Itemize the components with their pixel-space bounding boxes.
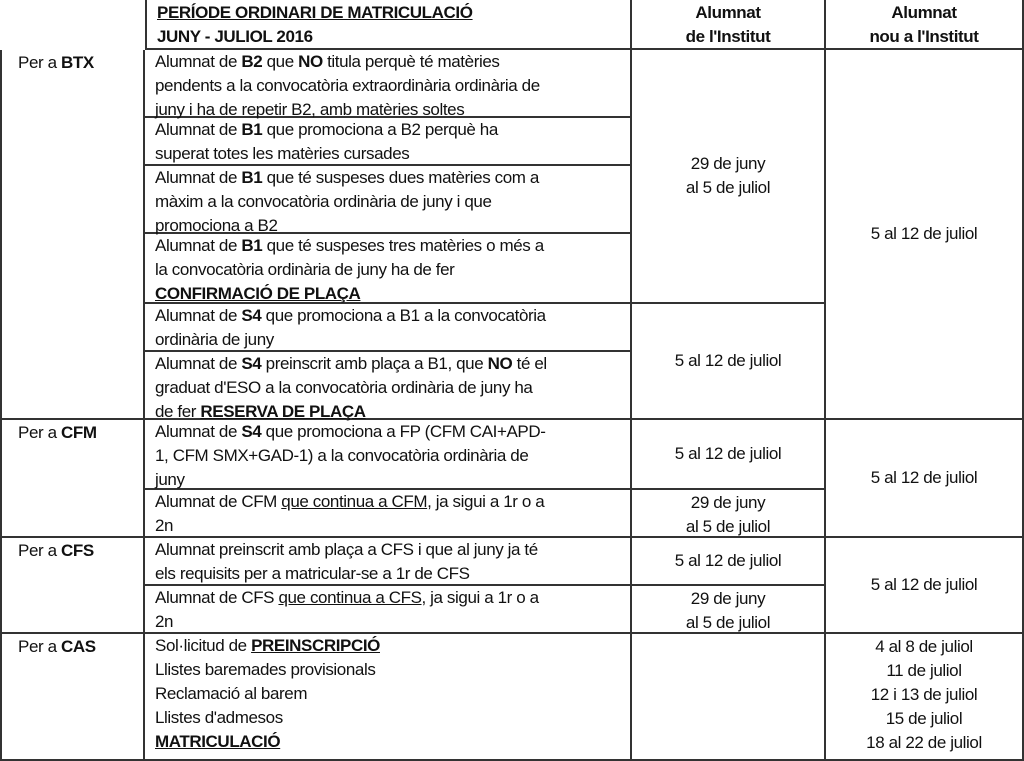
text-segment: Alumnat de	[155, 422, 242, 441]
criteria-line	[155, 258, 544, 282]
section-label-cell-cfm	[0, 420, 145, 538]
criteria-cell	[145, 50, 632, 118]
text-segment: que continua a CFM	[281, 492, 428, 511]
text-segment: BTX	[60, 53, 94, 72]
section-label-cas	[18, 635, 96, 659]
section-label-cfm	[18, 421, 97, 445]
institut-date: 5 al 12 de juliol	[674, 351, 782, 370]
text-segment: Llistes baremades provisionals	[155, 660, 376, 679]
text-segment: juny	[155, 470, 185, 489]
header-title: PERÍODE ORDINARI DE MATRICULACIÓ	[157, 3, 473, 22]
cas-nou-text	[826, 635, 1022, 755]
text-segment: B1	[241, 168, 263, 187]
nou-date: 5 al 12 de juliol	[870, 468, 978, 487]
criteria-cell	[145, 538, 632, 586]
text-segment: CFM	[60, 423, 97, 442]
text-segment: Per a	[18, 541, 61, 560]
criteria-line	[155, 304, 546, 328]
text-segment: Alumnat de CFM	[155, 492, 282, 511]
cas-nou-date: 18 al 22 de juliol	[866, 733, 982, 752]
section-label-cell-cas	[0, 634, 145, 761]
text-segment: S4	[241, 422, 262, 441]
institut-text	[632, 587, 824, 635]
criteria-text	[155, 118, 498, 166]
header-nou-cell	[826, 0, 1024, 50]
criteria-cell	[145, 634, 632, 761]
text-segment: pendents a la convocatòria extraordinària ordinària de	[155, 76, 540, 95]
criteria-line	[155, 634, 380, 658]
text-segment: CONFIRMACIÓ DE PLAÇA	[155, 284, 361, 303]
header-nou-line2: nou a l'Institut	[869, 27, 979, 46]
header-institut-line1: Alumnat	[695, 3, 761, 22]
text-segment: els requisits per a matricular-se a 1r de CFS	[155, 564, 470, 583]
nou-date-cell	[826, 50, 1024, 420]
text-segment: que té suspeses tres matèries o més a	[262, 236, 544, 255]
text-segment: NO	[298, 52, 323, 71]
institut-date-cell	[632, 420, 826, 490]
institut-date-cell	[632, 50, 826, 304]
institut-date: 29 de juny	[690, 154, 766, 173]
criteria-line	[155, 538, 538, 562]
text-segment: Alumnat de	[155, 236, 242, 255]
text-segment: juny i ha de repetir B2, amb matèries soltes	[155, 100, 465, 119]
section-label-text	[18, 421, 97, 445]
institut-date-cell	[632, 490, 826, 538]
criteria-text	[155, 586, 539, 634]
text-segment: que promociona a B2 perquè ha	[262, 120, 498, 139]
criteria-text	[155, 166, 539, 238]
text-segment: té el	[512, 354, 547, 373]
criteria-text	[155, 634, 380, 754]
text-segment: Alumnat preinscrit amb plaça a CFS i que al juny ja té	[155, 540, 538, 559]
text-segment: Per a	[18, 423, 61, 442]
criteria-line	[155, 166, 539, 190]
section-label-text	[18, 635, 96, 659]
text-segment: 1, CFM SMX+GAD-1) a la convocatòria ordinària de	[155, 446, 529, 465]
criteria-cell	[145, 166, 632, 234]
criteria-line	[155, 190, 539, 214]
text-segment: Per a	[18, 637, 61, 656]
text-segment: preinscrit amb plaça a B1, que	[261, 354, 488, 373]
section-label-text	[18, 51, 94, 75]
institut-text	[632, 349, 824, 373]
institut-date: 29 de juny	[690, 589, 766, 608]
criteria-cell	[145, 118, 632, 166]
text-segment: que té suspeses dues matèries com a	[262, 168, 539, 187]
criteria-line	[155, 74, 540, 98]
text-segment: que promociona a FP (CFM CAI+APD-	[261, 422, 546, 441]
text-segment: que continua a CFS	[278, 588, 422, 607]
text-segment: 2n	[155, 516, 174, 535]
nou-date-cell	[826, 634, 1024, 761]
text-segment: Per a	[18, 53, 61, 72]
institut-date-cell	[632, 634, 826, 761]
text-segment: CAS	[60, 637, 96, 656]
text-segment: màxim a la convocatòria ordinària de juny i que	[155, 192, 492, 211]
text-segment: Alumnat de CFS	[155, 588, 279, 607]
cas-nou-date: 12 i 13 de juliol	[870, 685, 978, 704]
criteria-line	[155, 706, 380, 730]
nou-date: 5 al 12 de juliol	[870, 224, 978, 243]
section-label-btx	[18, 51, 94, 75]
institut-date: 5 al 12 de juliol	[674, 444, 782, 463]
cas-nou-date: 11 de juliol	[886, 661, 962, 680]
criteria-cell	[145, 234, 632, 304]
text-segment: S4	[241, 354, 262, 373]
section-label-cell-cfs	[0, 538, 145, 634]
criteria-text	[155, 352, 547, 424]
criteria-text	[155, 538, 538, 586]
text-segment: , ja sigui a 1r o a	[421, 588, 539, 607]
institut-date-cell	[632, 538, 826, 586]
institut-date: 5 al 12 de juliol	[674, 551, 782, 570]
section-label-cfs	[18, 539, 94, 563]
header-nou-line1: Alumnat	[891, 3, 957, 22]
header-title-cell	[145, 0, 632, 50]
institut-text	[632, 491, 824, 539]
criteria-text	[155, 304, 546, 352]
header-institut-line2: de l'Institut	[685, 27, 771, 46]
text-segment: S4	[241, 306, 262, 325]
nou-text	[826, 573, 1022, 597]
institut-date-cell	[632, 304, 826, 420]
text-segment: PREINSCRIPCIÓ	[251, 636, 380, 655]
criteria-line	[155, 586, 539, 610]
text-segment: ordinària de juny	[155, 330, 274, 349]
criteria-line	[155, 142, 498, 166]
criteria-line	[155, 50, 540, 74]
text-segment: Reclamació al barem	[155, 684, 308, 703]
text-segment: de fer	[155, 402, 201, 421]
nou-date: 5 al 12 de juliol	[870, 575, 978, 594]
text-segment: B2	[241, 52, 263, 71]
criteria-line	[155, 468, 546, 492]
text-segment: NO	[487, 354, 513, 373]
criteria-text	[155, 490, 544, 538]
text-segment: Alumnat de	[155, 306, 242, 325]
text-segment: , ja sigui a 1r o a	[427, 492, 545, 511]
criteria-line	[155, 376, 547, 400]
criteria-cell	[145, 420, 632, 490]
text-segment: B1	[241, 120, 263, 139]
text-segment: Alumnat de	[155, 120, 242, 139]
text-segment: que	[262, 52, 299, 71]
institut-text	[632, 549, 824, 573]
criteria-cell	[145, 352, 632, 420]
institut-date-cell	[632, 586, 826, 634]
text-segment: promociona a B2	[155, 216, 278, 235]
criteria-line	[155, 420, 546, 444]
criteria-text	[155, 50, 540, 122]
text-segment: superat totes les matèries cursades	[155, 144, 410, 163]
header-subtitle: JUNY - JULIOL 2016	[157, 27, 313, 46]
text-segment: la convocatòria ordinària de juny ha de fer	[155, 260, 455, 279]
nou-date-cell	[826, 538, 1024, 634]
text-segment: Alumnat de	[155, 168, 242, 187]
criteria-text	[155, 234, 544, 306]
criteria-line	[155, 658, 380, 682]
institut-text	[632, 442, 824, 466]
criteria-text	[155, 420, 546, 492]
cas-nou-date: 4 al 8 de juliol	[875, 637, 973, 656]
criteria-line	[155, 730, 380, 754]
criteria-line	[155, 562, 538, 586]
institut-date: al 5 de juliol	[685, 517, 771, 536]
criteria-cell	[145, 304, 632, 352]
institut-date: al 5 de juliol	[685, 613, 771, 632]
criteria-line	[155, 352, 547, 376]
text-segment: RESERVA DE PLAÇA	[200, 402, 366, 421]
criteria-line	[155, 282, 544, 306]
criteria-line	[155, 118, 498, 142]
nou-date-cell	[826, 420, 1024, 538]
header-institut-cell	[632, 0, 826, 50]
criteria-cell	[145, 490, 632, 538]
criteria-line	[155, 444, 546, 468]
cas-nou-date: 15 de juliol	[885, 709, 963, 728]
criteria-cell	[145, 586, 632, 634]
text-segment: B1	[241, 236, 263, 255]
section-label-text	[18, 539, 94, 563]
text-segment: graduat d'ESO a la convocatòria ordinària de juny ha	[155, 378, 533, 397]
text-segment: Llistes d'admesos	[155, 708, 283, 727]
criteria-line	[155, 610, 539, 634]
text-segment: Alumnat de	[155, 52, 242, 71]
criteria-line	[155, 234, 544, 258]
criteria-line	[155, 490, 544, 514]
criteria-line	[155, 682, 380, 706]
text-segment: 2n	[155, 612, 174, 631]
nou-text	[826, 222, 1022, 246]
criteria-line	[155, 514, 544, 538]
institut-text	[632, 152, 824, 200]
criteria-line	[155, 328, 546, 352]
institut-date: 29 de juny	[690, 493, 766, 512]
institut-date: al 5 de juliol	[685, 178, 771, 197]
section-label-cell-btx	[0, 50, 145, 420]
text-segment: Alumnat de	[155, 354, 242, 373]
text-segment: Sol·licitud de	[155, 636, 252, 655]
table-left-border	[0, 50, 2, 761]
nou-text	[826, 466, 1022, 490]
text-segment: CFS	[60, 541, 94, 560]
text-segment: titula perquè té matèries	[322, 52, 500, 71]
text-segment: MATRICULACIÓ	[155, 732, 281, 751]
text-segment: que promociona a B1 a la convocatòria	[261, 306, 546, 325]
